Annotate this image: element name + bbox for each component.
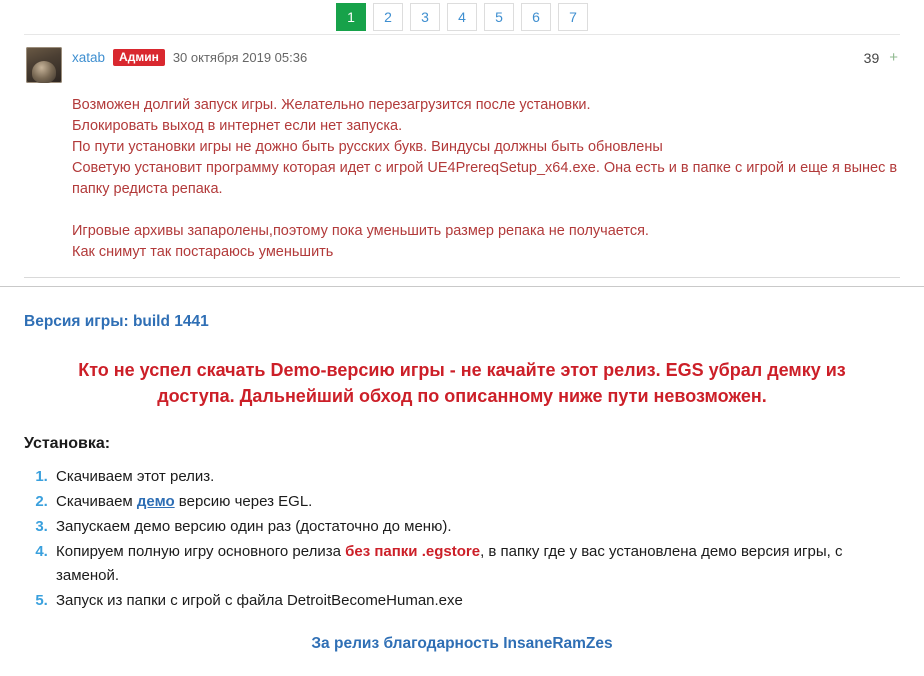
pagination-page-4[interactable]: 4 (447, 3, 477, 31)
step-2-text-before: Скачиваем (56, 493, 137, 510)
step-4-text-before: Копируем полную игру основного релиза (56, 543, 346, 560)
post-meta (72, 47, 307, 66)
post-header (24, 47, 900, 83)
avatar[interactable] (26, 47, 62, 83)
status-badge: Админ (113, 49, 165, 66)
install-steps (24, 465, 900, 613)
post-author[interactable]: xatab (72, 50, 106, 65)
game-version: Версия игры: build 1441 (24, 313, 209, 330)
install-heading: Установка: (24, 435, 111, 452)
post-rating (864, 49, 898, 66)
pagination (0, 0, 924, 34)
plus-icon[interactable]: + (889, 49, 898, 66)
post-line-4: Советую установит программу которая идет с игрой UE4PrereqSetup_x64.exe. Она есть и в папке с игрой и еще я вынес в папку редиста репака. (72, 160, 898, 197)
install-step-5: 5. Запуск из папки с игрой с файла DetroitBecomeHuman.exe (52, 589, 900, 613)
step-4-text-after: , в папку где у вас установлена демо версия игры, с заменой. (56, 543, 843, 584)
post-line-6: Как снимут так постараюсь уменьшить (72, 244, 334, 260)
pagination-page-5[interactable]: 5 (484, 3, 514, 31)
post-spacer (72, 200, 900, 221)
warning-notice: Кто не успел скачать Demo-версию игры - не качайте этот релиз. EGS убрал демку из доступа. Дальнейший обход по описанному ниже пути невозможен. (78, 360, 846, 406)
install-step-3: 3. Запускаем демо версию один раз (достаточно до меню). (52, 515, 900, 539)
install-step-4 (52, 540, 900, 588)
post-body (72, 95, 900, 263)
release-description (0, 287, 924, 653)
step-2-text-after: версию через EGL. (174, 493, 313, 510)
pagination-page-3[interactable]: 3 (410, 3, 440, 31)
step-4-emphasis: без папки .egstore (345, 543, 481, 560)
install-step-1: 1. Скачиваем этот релиз. (52, 465, 900, 489)
pagination-page-1[interactable]: 1 (336, 3, 366, 31)
post-date: 30 октября 2019 05:36 (172, 50, 308, 65)
pagination-page-6[interactable]: 6 (521, 3, 551, 31)
pagination-page-2[interactable]: 2 (373, 3, 403, 31)
post-line-3: По пути установки игры не дожно быть русских букв. Виндусы должны быть обновлены (72, 139, 663, 155)
credits-line: За релиз благодарность InsaneRamZes (311, 635, 613, 652)
pagination-page-7[interactable]: 7 (558, 3, 588, 31)
post-line-1: Возможен долгий запуск игры. Желательно перезагрузится после установки. (72, 97, 591, 113)
forum-post (24, 34, 900, 278)
post-line-2: Блокировать выход в интернет если нет запуска. (72, 118, 403, 134)
rating-value: 39 (863, 49, 880, 66)
demo-link[interactable]: демо (136, 493, 175, 510)
install-step-2 (52, 490, 900, 514)
post-line-5: Игровые архивы запаролены,поэтому пока уменьшить размер репака не получается. (72, 223, 649, 239)
